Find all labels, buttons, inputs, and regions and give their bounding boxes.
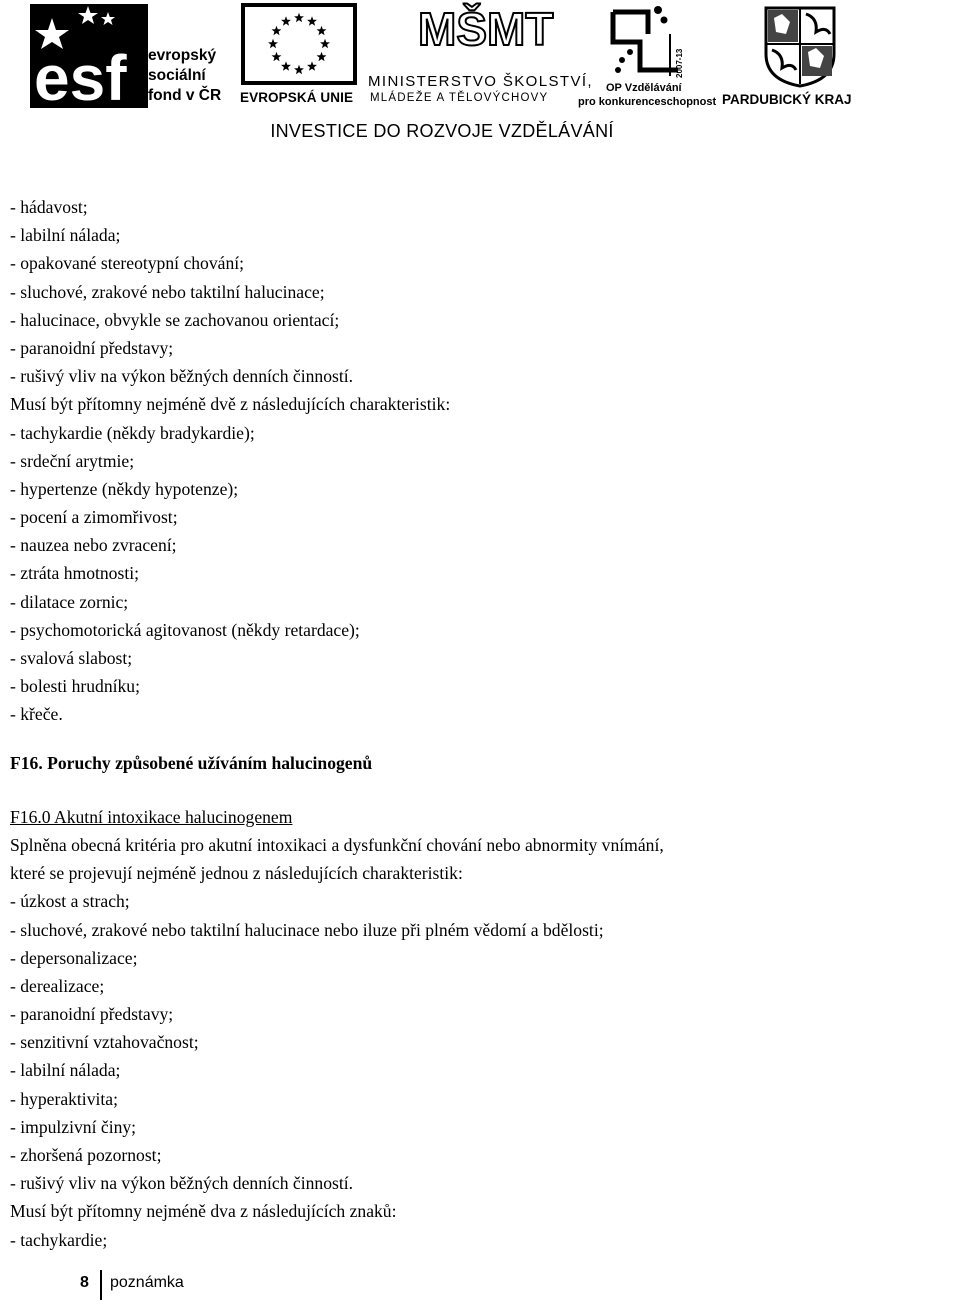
text-line: - hyperaktivita; — [10, 1088, 118, 1109]
text-line: - senzitivní vztahovačnost; — [10, 1032, 199, 1053]
page-number: 8 — [80, 1274, 89, 1291]
footer-divider — [100, 1270, 102, 1300]
eu-logo — [240, 2, 360, 108]
text-line: - opakované stereotypní chování; — [10, 253, 245, 274]
text-line: - derealizace; — [10, 975, 105, 996]
text-line: - labilní nálada; — [10, 1060, 121, 1081]
msmt-line-1: MINISTERSTVO ŠKOLSTVÍ, — [368, 73, 594, 90]
text-line: - paranoidní představy; — [10, 337, 174, 358]
text-line: - hádavost; — [10, 197, 88, 217]
section-heading: F16. Poruchy způsobené užíváním halucinogenů — [10, 752, 373, 773]
text-line: - impulzivní činy; — [10, 1116, 137, 1137]
text-line: - nauzea nebo zvracení; — [10, 535, 177, 556]
text-line: - depersonalizace; — [10, 947, 138, 968]
esf-line-1: evropský — [148, 47, 217, 64]
text-line: které se projevují nejméně jednou z následujících charakteristik: — [10, 863, 463, 884]
criteria-list-2 — [10, 831, 950, 1254]
text-line: - paranoidní představy; — [10, 1004, 174, 1025]
svg-text:esf: esf — [34, 42, 127, 114]
text-line: - halucinace, obvykle se zachovanou orientací; — [10, 309, 340, 330]
coat-of-arms-icon — [760, 4, 840, 88]
text-line: - sluchové, zrakové nebo taktilní halucinace nebo iluze při plném vědomí a bdělosti; — [10, 919, 604, 940]
logo-header — [0, 0, 960, 150]
text-line: Musí být přítomny nejméně dva z následujících znaků: — [10, 1201, 397, 1222]
msmt-logo — [368, 0, 594, 108]
text-line: - bolesti hrudníku; — [10, 676, 140, 697]
eu-flag-icon — [240, 2, 360, 86]
text-line: Splněna obecná kritéria pro akutní intoxikaci a dysfunkční chování nebo abnormity vnímání, — [10, 834, 664, 855]
text-line: - srdeční arytmie; — [10, 450, 135, 471]
text-line: - sluchové, zrakové nebo taktilní halucinace; — [10, 281, 325, 302]
text-line: - tachykardie (někdy bradykardie); — [10, 422, 255, 443]
text-line: - ztráta hmotnosti; — [10, 563, 139, 584]
criteria-list-1 — [10, 193, 950, 729]
op-line-2: pro konkurenceschopnost — [578, 96, 717, 108]
text-line: - křeče. — [10, 704, 63, 725]
op-line-1: OP Vzdělávání — [606, 82, 682, 94]
document-body — [10, 193, 950, 1254]
esf-logo — [30, 4, 235, 114]
op-logo — [578, 4, 718, 108]
footer-label: poznámka — [110, 1274, 184, 1291]
text-line: - pocení a zimomřivost; — [10, 507, 178, 528]
page-footer — [70, 1270, 270, 1300]
text-line: - labilní nálada; — [10, 225, 121, 246]
pardubice-region-logo — [720, 4, 875, 108]
text-line: Musí být přítomny nejméně dvě z následujících charakteristik: — [10, 394, 451, 415]
esf-line-2: sociální — [148, 67, 206, 84]
text-line: - hypertenze (někdy hypotenze); — [10, 478, 239, 499]
text-line: - rušivý vliv na výkon běžných denních činností. — [10, 366, 354, 387]
text-line: - tachykardie; — [10, 1229, 108, 1250]
msmt-mark-icon — [368, 0, 554, 72]
region-caption: PARDUBICKÝ KRAJ — [722, 92, 852, 107]
text-line: - úzkost a strach; — [10, 891, 130, 912]
subsection-heading: F16.0 Akutní intoxikace halucinogenem — [10, 806, 293, 827]
esf-mark-icon — [30, 4, 148, 114]
text-line: - zhoršená pozornost; — [10, 1145, 162, 1165]
text-line: - rušivý vliv na výkon běžných denních činností. — [10, 1173, 354, 1194]
esf-line-3: fond v ČR — [148, 87, 222, 104]
svg-text:2007-13: 2007-13 — [675, 48, 684, 78]
text-line: - psychomotorická agitovanost (někdy retardace); — [10, 619, 360, 640]
op-mark-icon — [578, 4, 698, 80]
svg-text:MŠMT: MŠMT — [418, 3, 554, 55]
msmt-line-2: MLÁDEŽE A TĚLOVÝCHOVY — [370, 92, 549, 104]
header-tagline: INVESTICE DO ROZVOJE VZDĚLÁVÁNÍ — [270, 121, 614, 141]
text-line: - svalová slabost; — [10, 648, 133, 668]
eu-caption: EVROPSKÁ UNIE — [240, 90, 354, 105]
text-line: - dilatace zornic; — [10, 591, 129, 612]
